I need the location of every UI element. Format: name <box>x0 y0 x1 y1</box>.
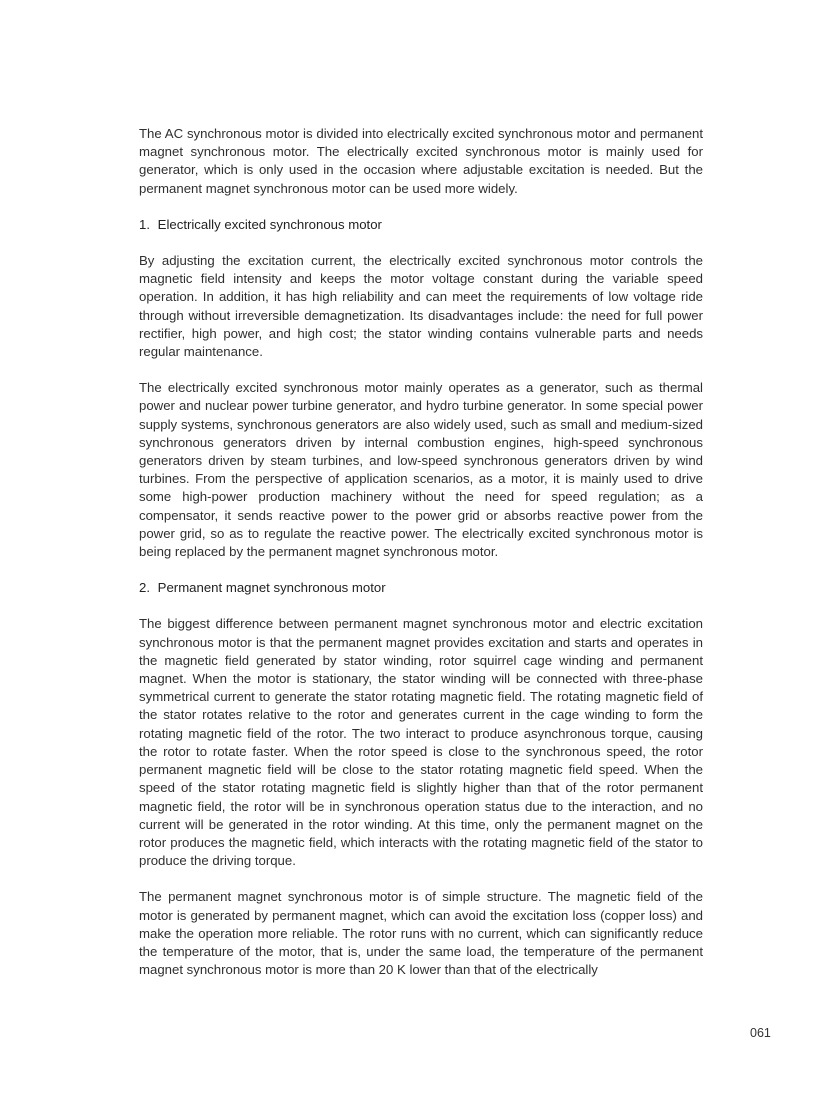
paragraph-pmsm-difference: The biggest difference between permanent magnet synchronous motor and electric excitation synchronous motor is that the permanent magnet provides excitation and starts and operates in the magnetic field generated by stator winding, rotor squirrel cage winding and permanent magnet. When the motor is stationary, the stator winding will be connected with three-phase symmetrical current to generate the stator rotating magnetic field. The rotating magnetic field of the stator rotates relative to the rotor and generates current in the cage winding to form the rotating magnetic field of the rotor. The two interact to produce asynchronous torque, causing the rotor to rotate faster. When the rotor speed is close to the synchronous speed, the rotor permanent magnetic field will be close to the stator rotating magnetic field speed. When the speed of the stator rotating magnetic field is slightly higher than that of the rotor permanent magnetic field, the rotor will be in synchronous operation status due to the interaction, and no current will be generated in the rotor winding. At this time, only the permanent magnet on the rotor produces the magnetic field, which interacts with the rotating magnetic field of the stator to produce the driving torque. <box>139 616 703 869</box>
intro-paragraph: The AC synchronous motor is divided into electrically excited synchronous motor and permanent magnet synchronous motor. The electrically excited synchronous motor is mainly used for generator, which is only used in the occasion where adjustable excitation is needed. But the permanent magnet synchronous motor can be used more widely. <box>139 126 703 196</box>
paragraph-pmsm-structure: The permanent magnet synchronous motor is of simple structure. The magnetic field of the motor is generated by permanent magnet, which can avoid the excitation loss (copper loss) and make the operation more reliable. The rotor runs with no current, which can significantly reduce the temperature of the motor, that is, under the same load, the temperature of the permanent magnet synchronous motor is more than 20 K lower than that of the electrically <box>139 889 703 978</box>
section-heading-1-title: Electrically excited synchronous motor <box>157 216 382 232</box>
section-heading-2 <box>139 579 703 597</box>
section-heading-2-number: 2. <box>139 580 150 596</box>
section-heading-1-number: 1. <box>139 216 150 232</box>
paragraph-generator-applications: The electrically excited synchronous motor mainly operates as a generator, such as thermal power and nuclear power turbine generator, and hydro turbine generator. In some special power supply systems, synchronous generators are also widely used, such as small and medium-sized synchronous generators driven by internal combustion engines, high-speed synchronous generators driven by steam turbines, and low-speed synchronous generators driven by wind turbines. From the perspective of application scenarios, as a motor, it is mainly used to drive some high-power production machinery without the need for speed regulation; as a compensator, it sends reactive power to the power grid or absorbs reactive power from the power grid, so as to regulate the reactive power. The electrically excited synchronous motor is being replaced by the permanent magnet synchronous motor. <box>139 380 703 560</box>
section-heading-2-title: Permanent magnet synchronous motor <box>157 580 386 596</box>
paragraph-excitation-control: By adjusting the excitation current, the electrically excited synchronous motor controls the magnetic field intensity and keeps the motor voltage constant during the variable speed operation. In addition, it has high reliability and can meet the requirements of low voltage ride through without irreversible demagnetization. Its disadvantages include: the need for full power rectifier, high power, and high cost; the stator winding contains vulnerable parts and needs regular maintenance. <box>139 253 703 360</box>
document-body <box>139 125 703 997</box>
page-number: 061 <box>750 1026 771 1040</box>
section-heading-1 <box>139 216 703 234</box>
